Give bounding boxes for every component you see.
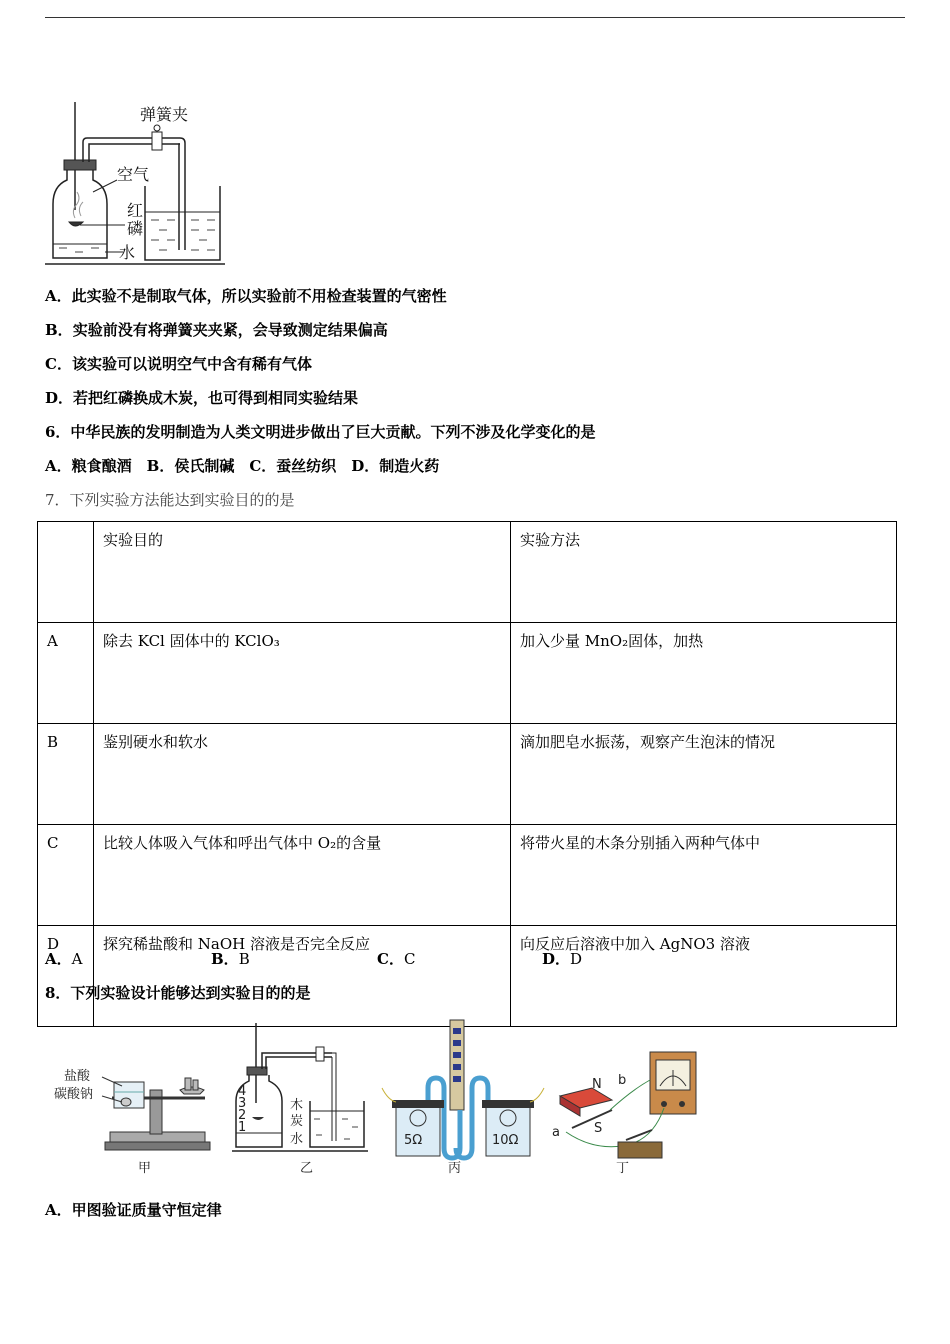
q8-option-a: A．甲图验证质量守恒定律 bbox=[45, 1201, 222, 1219]
q8-stem: 8．下列实验设计能够达到实验目的的是 bbox=[45, 984, 311, 1002]
acid-label: 盐酸 bbox=[64, 1069, 91, 1084]
figure-yi-charcoal bbox=[232, 1023, 372, 1180]
row-method: 向反应后溶液中加入 AgNO3 溶液 bbox=[511, 926, 897, 1027]
scale-mark: 2 bbox=[238, 1108, 247, 1123]
south-pole-label: S bbox=[594, 1121, 603, 1136]
water-label: 水 bbox=[119, 243, 136, 262]
q7-answer-c: C．C bbox=[377, 950, 416, 968]
row-goal: 探究稀盐酸和 NaOH 溶液是否完全反应 bbox=[94, 926, 511, 1027]
table-header-row bbox=[38, 522, 897, 623]
q7-answer-d: D．D bbox=[542, 950, 583, 968]
figure-jia-caption: 甲 bbox=[138, 1161, 152, 1176]
figure-bing-caption: 丙 bbox=[448, 1161, 462, 1176]
figure-jia-balance bbox=[50, 1050, 230, 1180]
phosphorus-label-2: 磷 bbox=[127, 219, 144, 238]
row-method: 加入少量 MnO₂固体，加热 bbox=[511, 623, 897, 724]
table-row bbox=[38, 724, 897, 825]
q5-option-c: C．该实验可以说明空气中含有稀有气体 bbox=[45, 355, 312, 373]
row-goal: 鉴别硬水和软水 bbox=[94, 724, 511, 825]
q7-stem: 7．下列实验方法能达到实验目的的是 bbox=[45, 491, 295, 509]
point-b-label: b bbox=[618, 1073, 627, 1088]
scale-mark: 3 bbox=[238, 1096, 247, 1111]
row-goal: 比较人体吸入气体和呼出气体中 O₂的含量 bbox=[94, 825, 511, 926]
figure-yi-caption: 乙 bbox=[300, 1161, 314, 1176]
resistor-right-label: 10Ω bbox=[492, 1133, 519, 1148]
scale-mark: 4 bbox=[238, 1084, 247, 1099]
row-goal: 除去 KCl 固体中的 KClO₃ bbox=[94, 623, 511, 724]
q5-option-b: B．实验前没有将弹簧夹夹紧，会导致测定结果偏高 bbox=[45, 321, 388, 339]
figure-ding-induction bbox=[552, 1050, 702, 1180]
phosphorus-apparatus-figure bbox=[45, 100, 230, 270]
q5-option-a: A．此实验不是制取气体，所以实验前不用检查装置的气密性 bbox=[45, 287, 447, 305]
air-label: 空气 bbox=[117, 165, 150, 184]
q6-stem: 6．中华民族的发明制造为人类文明进步做出了巨大贡献。下列不涉及化学变化的是 bbox=[45, 423, 596, 441]
row-letter: C bbox=[38, 825, 94, 926]
water-label: 水 bbox=[290, 1132, 304, 1147]
charcoal-label-1: 木 bbox=[290, 1098, 304, 1113]
row-method: 将带火星的木条分别插入两种气体中 bbox=[511, 825, 897, 926]
sodium-carbonate-label: 碳酸钠 bbox=[54, 1087, 94, 1102]
charcoal-label-2: 炭 bbox=[290, 1114, 304, 1129]
row-letter: B bbox=[38, 724, 94, 825]
resistor-left-label: 5Ω bbox=[404, 1133, 423, 1148]
table-header-cell: 实验目的 bbox=[94, 522, 511, 623]
point-a-label: a bbox=[552, 1125, 560, 1140]
q6-options: A．粮食酿酒 B．侯氏制碱 C．蚕丝纺织 D．制造火药 bbox=[45, 457, 440, 475]
row-letter: D bbox=[38, 926, 94, 1027]
north-pole-label: N bbox=[592, 1077, 602, 1092]
q5-option-d: D．若把红磷换成木炭，也可得到相同实验结果 bbox=[45, 389, 359, 407]
q7-table bbox=[37, 521, 897, 1027]
phosphorus-label-1: 红 bbox=[127, 201, 144, 220]
q7-answer-a: A．A bbox=[45, 950, 83, 968]
table-header-cell: 实验方法 bbox=[511, 522, 897, 623]
figure-ding-caption: 丁 bbox=[616, 1161, 630, 1176]
header-rule bbox=[45, 17, 905, 18]
table-row bbox=[38, 825, 897, 926]
row-letter: A bbox=[38, 623, 94, 724]
table-row bbox=[38, 623, 897, 724]
row-method: 滴加肥皂水振荡，观察产生泡沫的情况 bbox=[511, 724, 897, 825]
q7-answer-b: B．B bbox=[211, 950, 250, 968]
scale-mark: 1 bbox=[238, 1120, 247, 1135]
clip-label: 弹簧夹 bbox=[140, 105, 189, 124]
table-header-cell bbox=[38, 522, 94, 623]
table-row bbox=[38, 926, 897, 1027]
figure-bing-resistors bbox=[378, 1018, 548, 1180]
